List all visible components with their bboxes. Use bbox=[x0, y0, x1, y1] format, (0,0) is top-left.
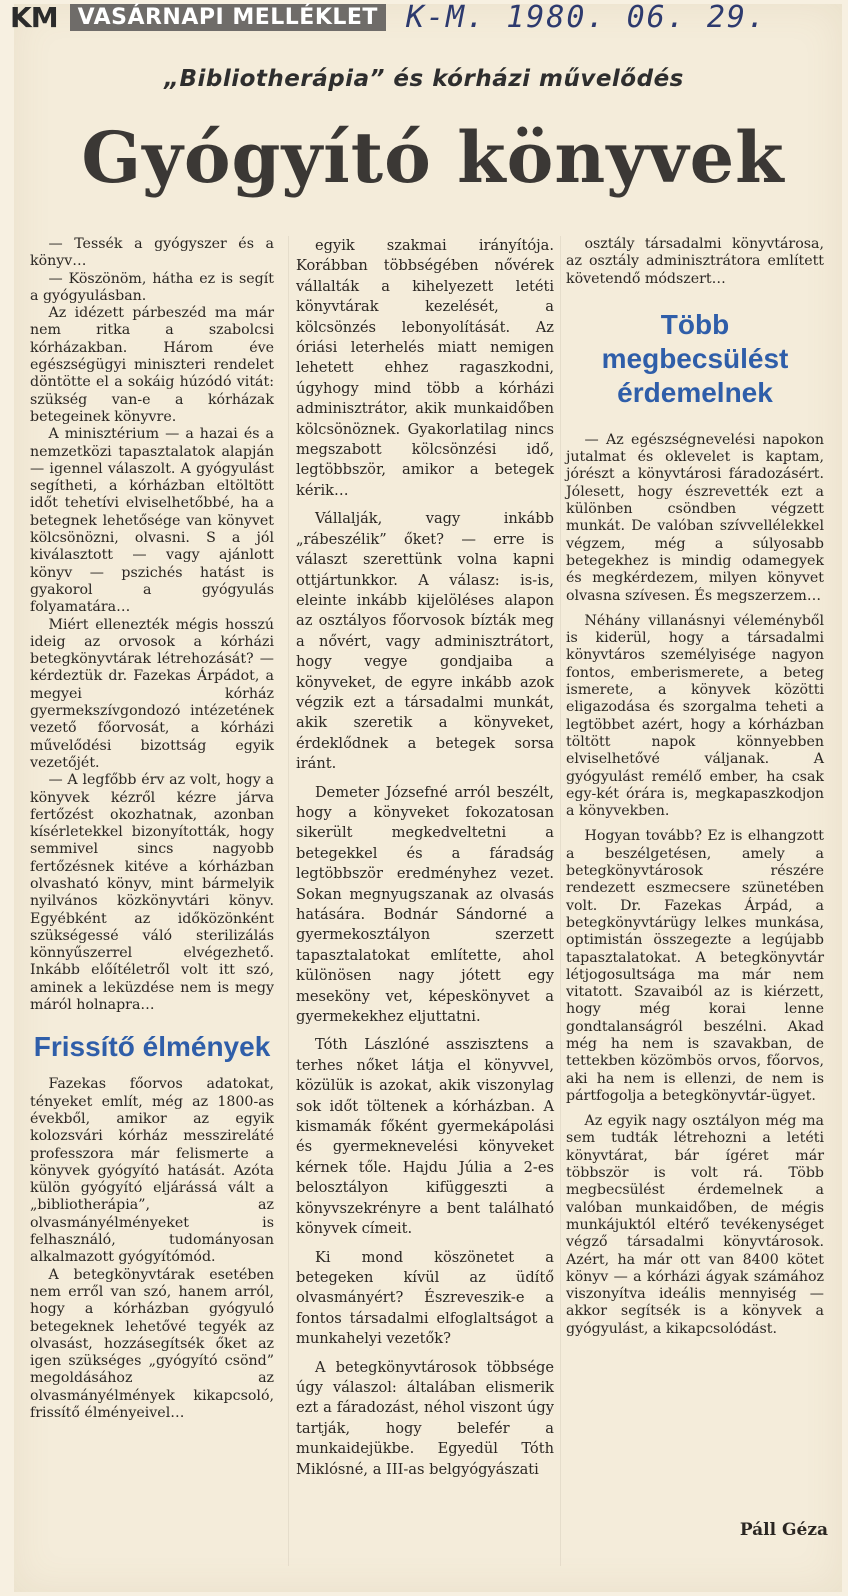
paragraph: — A legfőbb érv az volt, hogy a könyvek kézről kézre járva fertőzést okozhatnak, azonban kísérletekkel bizonyították, hogy semmivel sincs nagyobb fertőzésnek kitéve a kórházban olvasható könyv, mint bármelyik nyilvános közkönyvtári könyv. Egyébként az időközönként szükségessé váló sterilizálás könnyűszerrel elvégezhető. Inkább előítéletről volt itt szó, aminek a leküzdése nem is megy máról holnapra… bbox=[30, 772, 274, 1014]
column-rule-2 bbox=[560, 236, 561, 1566]
kicker: „Bibliotherápia” és kórházi művelődés bbox=[164, 66, 684, 92]
subhead-megbecsules: Több megbecsülést érdemelnek bbox=[601, 308, 789, 408]
paragraph: osztály társadalmi könyvtárosa, az osztály adminisztrátora említett követendő módszert… bbox=[566, 236, 824, 287]
handwritten-date: K-M. 1980. 06. 29. bbox=[405, 0, 768, 35]
author-signature: Páll Géza bbox=[739, 1520, 828, 1540]
paragraph: Tóth Lászlóné asszisztens a terhes nőket látja el könyvvel, közülük is azokat, akik viszonylag sok időt töltenek a kórházban. A kismamák főként gyermekápolási és gyermeknevelési könyveket kérnek tőle. Hajdu Júlia a 2-es belosztályon kifüggeszti a könyvszekrényre a bent található könyvek címeit. bbox=[296, 1036, 554, 1238]
paragraph: Miért ellenezték mégis hosszú ideig az orvosok a kórházi betegkönyvtárak létrehozását? — kérdeztük dr. Fazekas Árpádot, a megyei kórház gyermekszívgondozó intézetének vezető főorvosát, a kórházi művelődési bizottság egyik vezetőjét. bbox=[30, 616, 274, 771]
paragraph: A minisztérium — a hazai és a nemzetközi tapasztalatok alapján — igennel válaszolt. A gyógyulást segítheti, a kórházban eltöltött időt tehetívi elviselhetőbbé, ha a betegnek lehetősége van könyvet kölcsönözni, olvasni. S a jól kiválasztott — vagy ajánlott könyv — pszichés hatást is gyakorol a gyógyulás folyamatára… bbox=[30, 426, 274, 616]
paragraph: A betegkönyvtárak esetében nem erről van szó, hanem arról, hogy a kórházban gyógyuló betegeknek lehetővé tegyék az olvasást, hozzásegítsék őket az igen szükséges „gyógyító csönd” megoldásához az olvasmányélmények kikapcsoló, frissítő élményeivel… bbox=[30, 1266, 274, 1421]
headline: Gyógyító könyvek bbox=[81, 116, 785, 199]
paragraph: Néhány villanásnyi véleményből is kiderül, hogy a társadalmi könyvtáros személyisége nagyon fontos, emberismerete, a beteg ismerete, a könyvek közötti eligazodása és szorgalma teheti a legtöbbet azért, hogy a kórházban töltött napok könnyebben elviselhetővé váljanak. A gyógyulást remélő ember, ha csak egy-két órára is, megkapaszkodjon a könyvekben. bbox=[566, 612, 824, 820]
column-rule-1 bbox=[288, 236, 289, 1566]
column-2 bbox=[296, 236, 554, 1480]
paragraph: Vállalják, vagy inkább „rábeszélik” őket? — erre is választ szerettünk volna kapni ottjártunkkor. A válasz: is-is, eleinte inkább kijelöléses alapon az osztályos főorvosok bízták meg a nővért, vagy adminisztrátort, hogy vegye gondjaiba a könyveket, de egyre inkább azok végzik ezt a társadalmi munkát, akik szeretik a könyveket, érdeklődnek a betegek sorsa iránt. bbox=[296, 510, 554, 773]
subhead-frissito: Frissítő élmények bbox=[33, 1031, 271, 1063]
paragraph: Az idézett párbeszéd ma már nem ritka a szabolcsi kórházakban. Három éve egészségügyi miniszteri rendelet döntötte el a sokáig húzódó vitát: szükség van-e a kórházak betegeinek könyvre. bbox=[30, 305, 274, 425]
column-3 bbox=[566, 236, 824, 1338]
paragraph: A betegkönyvtárosok többsége úgy válaszol: általában elismerik ezt a fáradozást, néhol viszont úgy tartják, hogy belefér a munkaidejükbe. Egyedül Tóth Miklósné, a III-as belgyógyászati bbox=[296, 1358, 554, 1478]
paragraph: Az egyik nagy osztályon még ma sem tudták létrehozni a letéti könyvtárat, bár ígéret már többször is volt rá. Több megbecsülést érdemelnek a valóban munkaidőben, de mégis munkájuktól eltérő tevékenységet végző társadalmi könyvtárosok. Azért, ha már ott van 8400 kötet könyv — a kórházi ágyak számához viszonyítva ideális mennyiség — akkor segítsék is a könyvek a gyógyulást, a kikapcsolódást. bbox=[566, 1113, 824, 1337]
paragraph: — Az egészségnevelési napokon jutalmat és oklevelet is kaptam, jórészt a könyvtárosi fáradozásért. Jólesett, hogy észrevették ezt a különben csöndben végzett munkát. De valóban szívvellélekkel végzem, még a súlyosabb betegekhez is mindig odamegyek és megkérdezem, milyen könyvet olvasna szívesen. És megszerzem… bbox=[566, 431, 824, 604]
paragraph: egyik szakmai irányítója. Korábban többségében nővérek vállalták a kihelyezett letéti könyvtárak kezelését, a kölcsönzés lebonyolítását. Az óriási leterhelés miatt nemigen lehetett ehhez ragaszkodni, úgyhogy mind több a kórházi adminisztrátor, akik munkaidőben kölcsönöznek. Gyakorlatilag nincs megszabott kölcsönzési idő, legtöbbször, amikor a betegek kérik… bbox=[296, 237, 554, 499]
masthead bbox=[10, 0, 830, 34]
paragraph: Ki mond köszönetet a betegeken kívül az üdítő olvasmányért? Észreveszik-e a fontos társadalmi elfoglaltságot a munkahelyi vezetők? bbox=[296, 1248, 554, 1348]
masthead-section: VASÁRNAPI MELLÉKLET bbox=[70, 4, 386, 31]
column-1 bbox=[30, 236, 274, 1422]
paragraph: Demeter Józsefné arról beszélt, hogy a könyveket fokozatosan sikerült megkedveltetni a betegekkel és a fáradság legtöbbször eredményhez vezet. Sokan megnyugszanak az olvasás hatására. Bodnár Sándorné a gyermekosztályon szerzett tapasztalatokat említette, ahol különösen nagy jótett egy meseköny vet, képeskönyvet a gyermekekhez eljuttatni. bbox=[296, 783, 554, 1026]
paragraph: — Tessék a gyógyszer és a könyv… bbox=[30, 236, 274, 270]
paragraph: Fazekas főorvos adatokat, tényeket említ, még az 1800-as évekből, amikor az egyik kolozsvári kórház messzireláté professzora már felismerte a könyvek gyógyító hatását. Azóta külön gyógyító eljárássá vált a „bibliotherápia”, az olvasmányélményeket is felhasználó, tudományosan alkalmazott gyógyítómód. bbox=[30, 1076, 274, 1266]
paragraph: Hogyan tovább? Ez is elhangzott a beszélgetésen, amely a betegkönyvtárosok részére rendezett eszmecsere szünetében volt. Dr. Fazekas Árpád, a betegkönyvtárügy lelkes munkása, optimistán összegezte a legújabb tapasztalatokat. A betegkönyvtár létjogosultsága ma már nem vitatott. Szavaiból az is kiérzett, hogy még korai lenne gondtalanságról beszélni. Akad még ha nem is szavakban, de tettekben közömbös orvos, főorvos, aki ha nem is ellenzi, de nem is pártfogolja a betegkönyvtár-ügyet. bbox=[566, 828, 824, 1104]
masthead-logo: KM bbox=[10, 0, 58, 34]
paragraph: — Köszönöm, hátha ez is segít a gyógyulásban. bbox=[30, 270, 274, 304]
